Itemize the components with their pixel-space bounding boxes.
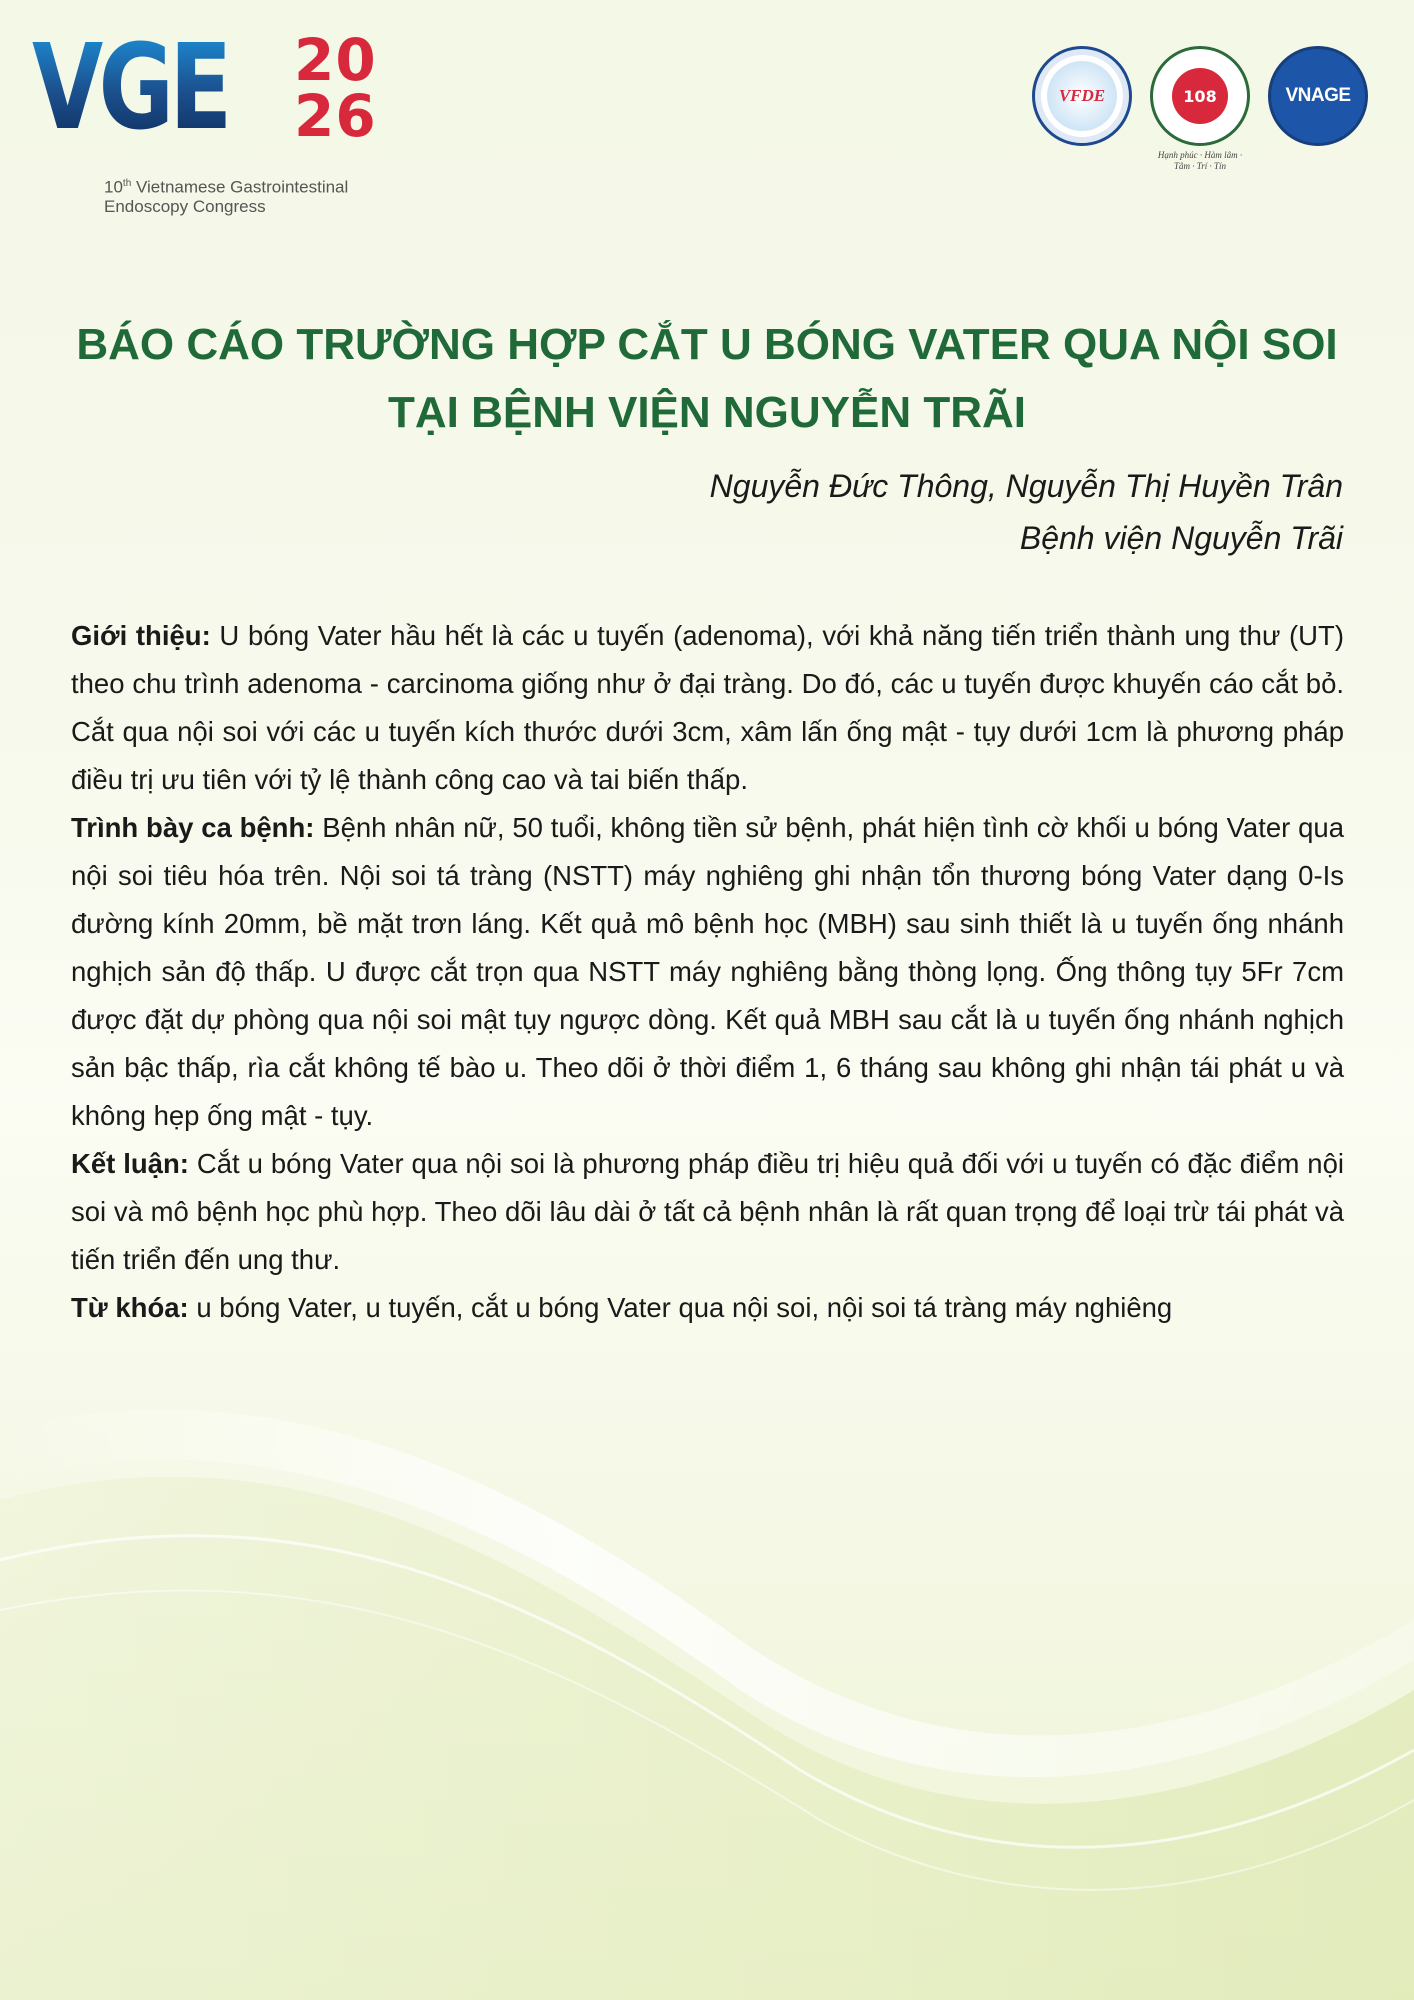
hospital-108-logo bbox=[1150, 46, 1250, 146]
intro-text: U bóng Vater hầu hết là các u tuyến (adenoma), với khả năng tiến triển thành ung thư (UT) theo chu trình adenoma - carcinoma giống như ở đại tràng. Do đó, các u tuyến được khuyến cáo cắt bỏ. Cắt qua nội soi với các u tuyến kích thước dưới 3cm, xâm lấn ống mật - tụy dưới 1cm là phương pháp điều trị ưu tiên với tỷ lệ thành công cao và tai biến thấp. bbox=[71, 620, 1344, 795]
logo-subtitle-num: 10 bbox=[104, 177, 123, 197]
abstract-title bbox=[70, 311, 1344, 447]
hospital-108-logo-text: 108 bbox=[1183, 86, 1217, 106]
logo-subtitle-line1: Vietnamese Gastrointestinal bbox=[131, 177, 349, 197]
intro-label: Giới thiệu: bbox=[71, 620, 211, 651]
partner-logos bbox=[1032, 46, 1368, 172]
author-affiliation: Bệnh viện Nguyễn Trãi bbox=[1019, 520, 1343, 556]
vfde-logo-text: VFDE bbox=[1058, 86, 1106, 105]
hospital-108-logo-inner bbox=[1172, 68, 1228, 124]
conclusion-label: Kết luận: bbox=[71, 1148, 189, 1179]
vfde-logo-inner bbox=[1047, 61, 1117, 131]
logo-mark: VGEC bbox=[32, 18, 291, 156]
vfde-logo bbox=[1032, 46, 1132, 146]
logo-year bbox=[294, 26, 377, 150]
case-text: Bệnh nhân nữ, 50 tuổi, không tiền sử bệnh, phát hiện tình cờ khối u bóng Vater qua nội soi tiêu hóa trên. Nội soi tá tràng (NSTT) máy nghiêng ghi nhận tổn thương bóng Vater dạng 0-Is đường kính 20mm, bề mặt trơn láng. Kết quả mô bệnh học (MBH) sau sinh thiết là u tuyến ống nhánh nghịch sản độ thấp. U được cắt trọn qua NSTT máy nghiêng bằng thòng lọng. Ống thông tụy 5Fr 7cm được đặt dự phòng qua nội soi mật tụy ngược dòng. Kết quả MBH sau cắt là u tuyến ống nhánh nghịch sản bậc thấp, rìa cắt không tế bào u. Theo dõi ở thời điểm 1, 6 tháng sau không ghi nhận tái phát u và không hẹp ống mật - tụy. bbox=[71, 812, 1344, 1131]
vgec-2026-logo bbox=[32, 18, 412, 218]
abstract-title-line1: BÁO CÁO TRƯỜNG HỢP CẮT U BÓNG VATER QUA NỘI SOI bbox=[76, 320, 1338, 370]
abstract-title-line2: TẠI BỆNH VIỆN NGUYỄN TRÃI bbox=[387, 388, 1027, 438]
vnage-logo-text: VNAGE bbox=[1285, 85, 1351, 106]
conclusion-text: Cắt u bóng Vater qua nội soi là phương pháp điều trị hiệu quả đối với u tuyến có đặc điểm nội soi và mô bệnh học phù hợp. Theo dõi lâu dài ở tất cả bệnh nhân là rất quan trọng để loại trừ tái phát và tiến triển đến ung thư. bbox=[71, 1148, 1344, 1275]
author-block bbox=[710, 460, 1343, 564]
hospital-108-motto: Hạnh phúc · Hàm lâm · Tâm · Trí · Tín bbox=[1157, 150, 1243, 171]
abstract-body bbox=[71, 612, 1344, 1332]
logo-year-top: 20 bbox=[294, 26, 377, 94]
logo-subtitle-line2: Endoscopy Congress bbox=[104, 196, 266, 216]
vnage-logo bbox=[1268, 46, 1368, 146]
logo-year-bottom: 26 bbox=[294, 82, 377, 150]
author-names: Nguyễn Đức Thông, Nguyễn Thị Huyền Trân bbox=[709, 468, 1343, 504]
hospital-108-logo-group bbox=[1150, 46, 1250, 172]
conclusion-paragraph bbox=[71, 1140, 1344, 1284]
logo-subtitle bbox=[104, 174, 348, 216]
keywords-label: Từ khóa: bbox=[71, 1292, 189, 1323]
keywords-text: u bóng Vater, u tuyến, cắt u bóng Vater qua nội soi, nội soi tá tràng máy nghiêng bbox=[188, 1292, 1173, 1323]
intro-paragraph bbox=[71, 612, 1344, 804]
logo-subtitle-sup: th bbox=[122, 178, 132, 189]
case-paragraph bbox=[71, 804, 1344, 1140]
case-label: Trình bày ca bệnh: bbox=[71, 812, 315, 843]
keywords-paragraph bbox=[71, 1284, 1344, 1332]
